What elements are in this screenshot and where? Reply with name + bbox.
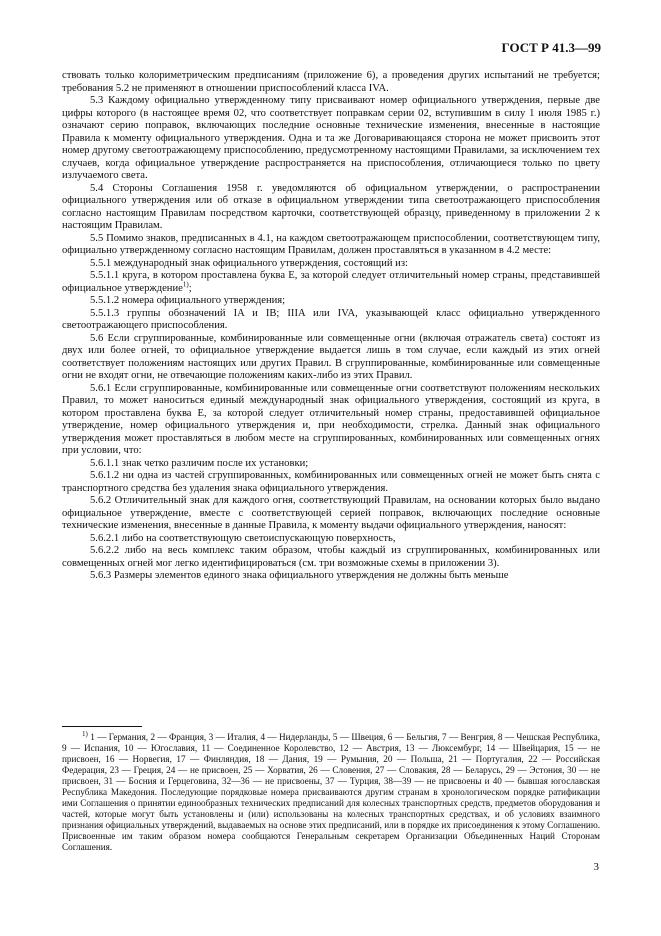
paragraph: 5.6.3 Размеры элементов единого знака официального утверждения не должны быть меньше — [90, 570, 509, 581]
footnote-reference: 1) — [182, 279, 189, 288]
paragraph-text: 5.5.1.1 круга, в котором проставлена буква Е, за которой следует отличительный номер страны, представившей официальное утверждение — [62, 270, 600, 294]
paragraph: 5.4 Стороны Соглашения 1958 г. уведомляются об официальном утверждении, о распространении официального утверждения или об отказе в официальном утверждении типа светоотражающего приспособления согласно настоящим Правилам посредством карточки, соответствующей образцу, приведенному в приложении 2 к настоящим Правилам. — [62, 182, 600, 231]
paragraph: 5.3 Каждому официально утвержденному типу присваивают номер официального утверждения, первые две цифры которого (в настоящее время 02, что соответствует поправкам серии 02, вступившим в силу 1 июля 1985 г.) означают серию поправок, включающих последние основные технические изменения, внесенные в настоящие Правила к моменту официального утверждения. Одна и та же Договаривающаяся сторона не может присвоить этот номер другому светоотражающему приспособлению, предусмотренному настоящими Правилами, за исключением тех случаев, когда официальное утверждение распространяется на приспособления, отличающиеся только по цвету излучаемого света. — [62, 95, 600, 181]
paragraph: 5.6.1.1 знак четко различим после их установки; — [90, 457, 309, 469]
paragraph: 5.6.2.2 либо на весь комплекс таким образом, чтобы каждый из сгруппированных, комбинированных или совмещенных огней мог легко идентифицироваться (см. три возможные схемы в приложении 3). — [62, 545, 600, 569]
footnote — [62, 729, 601, 853]
page-number: 3 — [593, 861, 599, 873]
document-code-header: ГОСТ Р 41.3—99 — [501, 40, 601, 55]
footnote-divider — [62, 726, 142, 727]
paragraph: 5.5.1.2 номера официального утверждения; — [90, 295, 286, 306]
paragraph: 5.5 Помимо знаков, предписанных в 4.1, на каждом светоотражающем приспособлении, соответствующем типу, официально утвержденному согласно настоящим Правилам, должен проставляться в указанном в 4.2 месте: — [62, 232, 600, 256]
paragraph-with-footnote — [62, 270, 600, 295]
paragraph-punctuation: ; — [188, 282, 192, 294]
paragraph: 5.6.2.1 либо на соответствующую светоиспускающую поверхность, — [90, 532, 396, 544]
footnote-text: 1 — Германия, 2 — Франция, 3 — Италия, 4 — Нидерланды, 5 — Швеция, 6 — Бельгия, 7 — Венгрия, 8 — Чешская Республика, 9 — Испания, 10 — Югославия, 11 — Соединенное Королевство, 12 — Австрия, 13 — Люксембург, 14 — Швейцария, 15 — не присвоен, 16 — Норвегия, 17 — Финляндия, 18 — Дания, 19 — Румыния, 20 — Польша, 21 — Португалия, 22 — Российская Федерация, 23 — Греция, 24 — не присвоен, 25 — Хорватия, 26 — Словения, 27 — Словакия, 28 — Беларусь, 29 — Эстония, 30 — не присвоен, 31 — Босния и Герцеговина, 32—36 — не присвоены, 37 — Турция, 38—39 — не присвоены и 40 — бывшая югославская Республика Македония. Последующие порядковые номера присваиваются другим странам в хронологическом порядке ратификации ими Соглашения о принятии единообразных технических предписаний для колесных транспортных средств, предметов оборудования и частей, которые могут быть установлены и (или) использованы на колесных транспортных средствах, и об условиях взаимного признания официальных утверждений, выдаваемых на основе этих предписаний, или в порядке их присоединения к этому Соглашению. Присвоенные им таким образом номера сообщаются Генеральным секретарем Организации Объединенных Наций Сторонам Соглашения. — [62, 732, 601, 852]
paragraph: 5.6.2 Отличительный знак для каждого огня, соответствующий Правилам, на основании которых было выдано официальное утверждение, вместе с соответствующей серией поправок, включающих последние основные технические изменения, внесенные в данные Правила, к моменту выдачи официального утверждения, наносят: — [62, 495, 600, 531]
footnote-marker: 1) — [82, 729, 88, 738]
paragraph: 5.6.1.2 ни одна из частей сгруппированных, комбинированных или совмещенных огней не может быть снята с транспортного средства без удаления знака официального утверждения. — [62, 470, 600, 494]
paragraph: ствовать только колориметрическим предписаниям (приложение 6), а проведения других испытаний не требуется; требования 5.2 не применяют в отношении приспособлений класса IVA. — [62, 70, 600, 94]
paragraph: 5.5.1.3 группы обозначений IA и IB; IIIA или IVA, указывающей класс официально утвержденного светоотражающего приспособления. — [62, 307, 600, 331]
paragraph: 5.6 Если сгруппированные, комбинированные или совмещенные огни (включая отражатель света) состоят из двух или более огней, то официальное утверждение выдается лишь в том случае, если каждый из этих огней соответствует положениям настоящих или других Правил. В сгруппированные, комбинированные или совмещенные огни не входят огни, не отвечающие положениям каких-либо из этих Правил. — [62, 332, 600, 381]
document-body — [62, 70, 600, 583]
paragraph: 5.6.1 Если сгруппированные, комбинированные или совмещенные огни соответствуют положениям нескольких Правил, то может наноситься единый международный знак официального утверждения, состоящий из круга, в котором проставлена буква Е, за которой следует отличительный номер страны, предоставившей официальное утверждение, номер официального утверждения и, при необходимости, стрелка. Данный знак официального утверждения может проставляться в любом месте на сгруппированных, комбинированных или совмещенных огнях при условии, что: — [62, 382, 600, 456]
paragraph: 5.5.1 международный знак официального утверждения, состоящий из: — [90, 257, 408, 269]
